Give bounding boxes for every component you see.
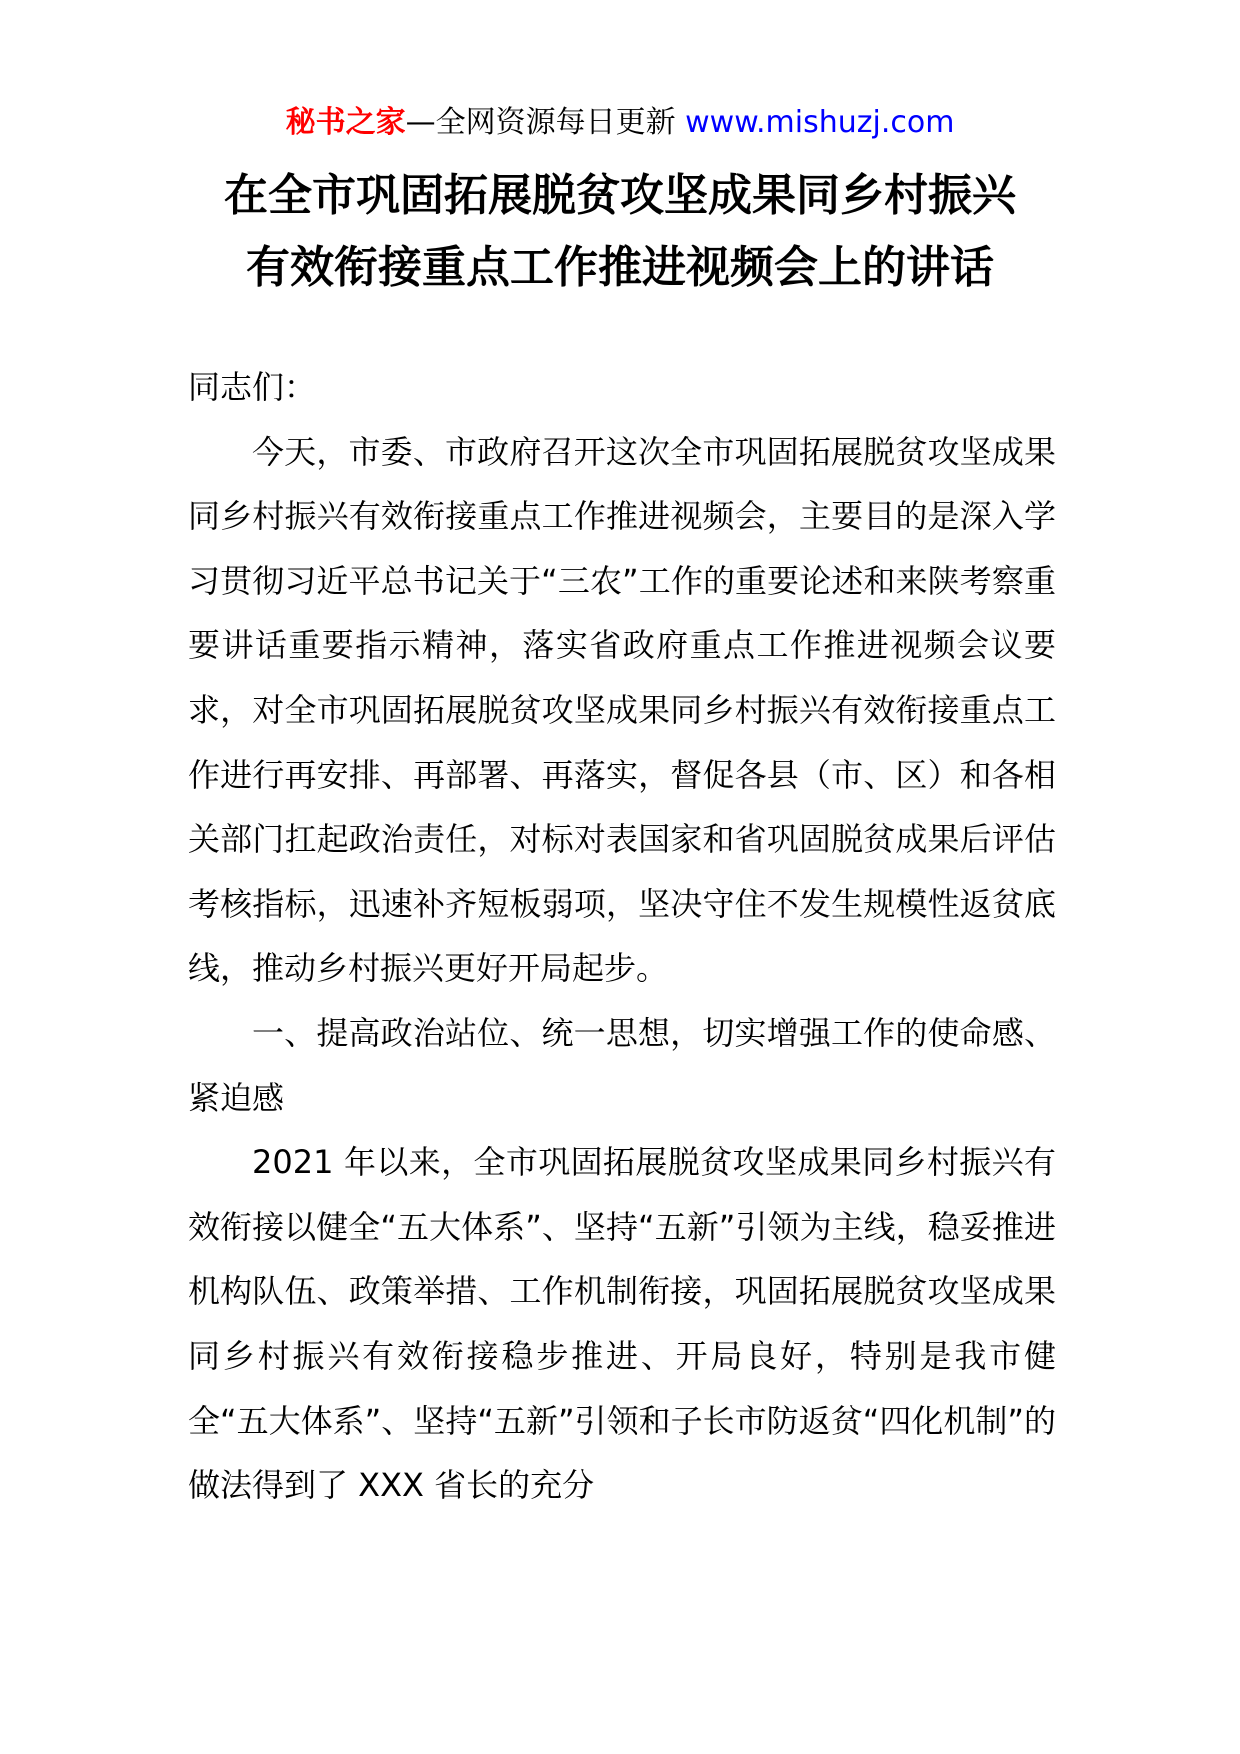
section-heading-1: 一、提高政治站位、统一思想，切实增强工作的使命感、紧迫感 <box>188 1013 1056 1117</box>
greeting: 同志们： <box>188 368 317 406</box>
document-title <box>0 160 1240 304</box>
paragraph-section-1: 2021 年以来，全市巩固拓展脱贫攻坚成果同乡村振兴有效衔接以健全“五大体系”、坚持“五新”引领为主线，稳妥推进机构队伍、政策举措、工作机制衔接，巩固拓展脱贫攻坚成果同乡村振兴有效衔接稳步推进、开局良好，特别是我市健全“五大体系”、坚持“五新”引领和子长市防返贫“四化机制”的做法得到了 XXX 省长的充分 <box>188 1143 1056 1505</box>
site-name: 秘书之家 <box>285 105 406 140</box>
paragraph-intro: 今天，市委、市政府召开这次全市巩固拓展脱贫攻坚成果同乡村振兴有效衔接重点工作推进视频会，主要目的是深入学习贯彻习近平总书记关于“三农”工作的重要论述和来陕考察重要讲话重要指示精神，落实省政府重点工作推进视频会议要求，对全市巩固拓展脱贫攻坚成果同乡村振兴有效衔接重点工作进行再安排、再部署、再落实，督促各县（市、区）和各相关部门扛起政治责任，对标对表国家和省巩固脱贫成果后评估考核指标，迅速补齐短板弱项，坚决守住不发生规模性返贫底线，推动乡村振兴更好开局起步。 <box>188 432 1056 988</box>
site-tagline: —全网资源每日更新 <box>405 105 676 140</box>
document-body <box>188 355 1056 1518</box>
title-line-1: 在全市巩固拓展脱贫攻坚成果同乡村振兴 <box>224 170 1016 221</box>
site-url-link[interactable]: www.mishuzj.com <box>685 105 955 140</box>
title-line-2: 有效衔接重点工作推进视频会上的讲话 <box>246 242 994 293</box>
site-header <box>0 100 1240 146</box>
